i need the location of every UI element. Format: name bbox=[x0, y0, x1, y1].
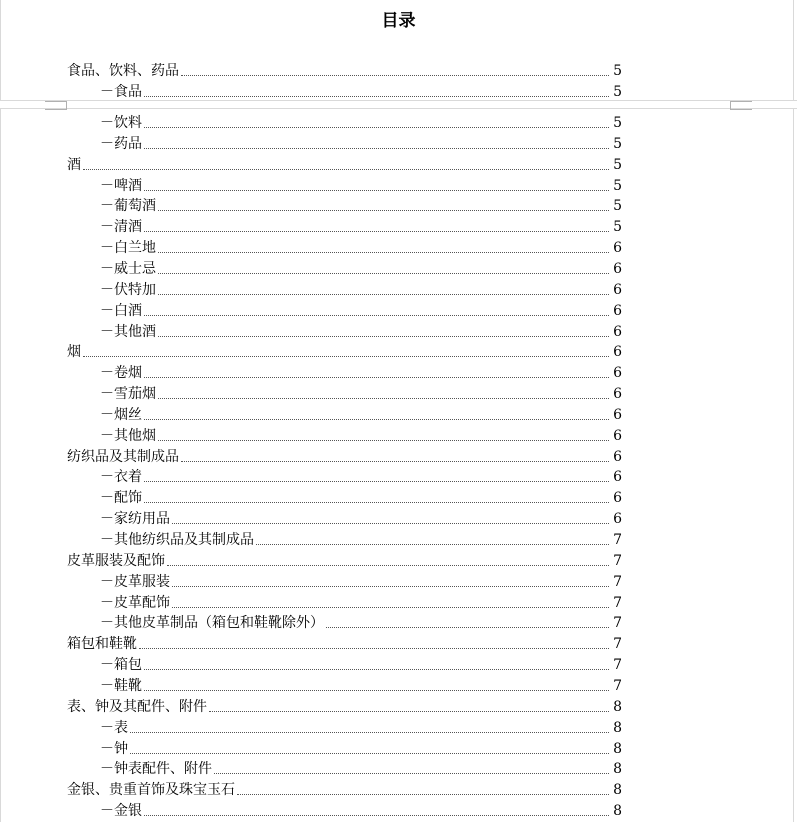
toc-entry-page-number: 5 bbox=[613, 157, 622, 173]
toc-entry-label: 皮革服装及配饰 bbox=[67, 553, 165, 569]
toc-entry-label: 金银、贵重首饰及珠宝玉石 bbox=[67, 782, 235, 798]
toc-entry-label: －卷烟 bbox=[100, 365, 142, 381]
toc-entry-label: －皮革服装 bbox=[100, 574, 170, 590]
toc-entry[interactable] bbox=[67, 383, 622, 403]
toc-entry-page-number: 6 bbox=[613, 282, 622, 298]
toc-entry[interactable] bbox=[67, 112, 622, 132]
toc-entry[interactable] bbox=[67, 675, 622, 695]
toc-entry-page-number: 8 bbox=[613, 699, 622, 715]
toc-entry-page-number: 7 bbox=[613, 532, 622, 548]
toc-entry-label: －饮料 bbox=[100, 115, 142, 131]
toc-entry-page-number: 6 bbox=[613, 261, 622, 277]
toc-dot-leader bbox=[144, 148, 609, 149]
toc-entry-page-number: 8 bbox=[613, 803, 622, 819]
toc-entry-page-number: 7 bbox=[613, 615, 622, 631]
toc-dot-leader bbox=[326, 627, 609, 628]
toc-entry[interactable] bbox=[67, 216, 622, 236]
toc-dot-leader bbox=[158, 210, 609, 211]
toc-entry-label: －皮革配饰 bbox=[100, 595, 170, 611]
toc-dot-leader bbox=[144, 481, 609, 482]
toc-dot-leader bbox=[139, 648, 609, 649]
toc-entry-label: －葡萄酒 bbox=[100, 198, 156, 214]
toc-entry-page-number: 5 bbox=[613, 198, 622, 214]
toc-entry-page-number: 6 bbox=[613, 303, 622, 319]
toc-dot-leader bbox=[209, 711, 609, 712]
toc-entry-page-number: 5 bbox=[613, 136, 622, 152]
toc-entry-label: －配饰 bbox=[100, 490, 142, 506]
toc-entry-label: －白兰地 bbox=[100, 240, 156, 256]
toc-entry-page-number: 5 bbox=[613, 178, 622, 194]
toc-entry-page-number: 6 bbox=[613, 344, 622, 360]
toc-entry[interactable] bbox=[67, 758, 622, 778]
toc-entry[interactable] bbox=[67, 550, 622, 570]
toc-dot-leader bbox=[144, 231, 609, 232]
toc-entry-label: －其他纺织品及其制成品 bbox=[100, 532, 254, 548]
toc-entry[interactable] bbox=[67, 633, 622, 653]
toc-entry-label: 食品、饮料、药品 bbox=[67, 63, 179, 79]
toc-entry[interactable] bbox=[67, 133, 622, 153]
toc-dot-leader bbox=[144, 315, 609, 316]
toc-dot-leader bbox=[158, 398, 609, 399]
toc-dot-leader bbox=[256, 544, 609, 545]
toc-entry[interactable] bbox=[67, 508, 622, 528]
toc-entry[interactable] bbox=[67, 237, 622, 257]
toc-dot-leader bbox=[130, 732, 609, 733]
toc-entry-label: －家纺用品 bbox=[100, 511, 170, 527]
toc-entry[interactable] bbox=[67, 592, 622, 612]
toc-entry-page-number: 6 bbox=[613, 490, 622, 506]
toc-entry[interactable] bbox=[67, 612, 622, 632]
toc-entry[interactable] bbox=[67, 446, 622, 466]
toc-dot-leader bbox=[83, 356, 609, 357]
toc-entry[interactable] bbox=[67, 738, 622, 758]
toc-entry-page-number: 6 bbox=[613, 386, 622, 402]
toc-entry[interactable] bbox=[67, 800, 622, 820]
toc-entry[interactable] bbox=[67, 717, 622, 737]
toc-dot-leader bbox=[144, 96, 609, 97]
toc-dot-leader bbox=[144, 190, 609, 191]
toc-entry[interactable] bbox=[67, 175, 622, 195]
toc-entry-page-number: 7 bbox=[613, 595, 622, 611]
toc-entry-label: －其他酒 bbox=[100, 324, 156, 340]
toc-entry-page-number: 8 bbox=[613, 761, 622, 777]
toc-dot-leader bbox=[167, 565, 609, 566]
toc-entry-label: －烟丝 bbox=[100, 407, 142, 423]
toc-entry-page-number: 7 bbox=[613, 574, 622, 590]
toc-entry-page-number: 5 bbox=[613, 115, 622, 131]
toc-entry-page-number: 5 bbox=[613, 63, 622, 79]
toc-entry[interactable] bbox=[67, 425, 622, 445]
page-edge-right bbox=[793, 0, 794, 822]
toc-dot-leader bbox=[181, 75, 609, 76]
toc-entry[interactable] bbox=[67, 654, 622, 674]
toc-entry-page-number: 6 bbox=[613, 449, 622, 465]
toc-entry-label: －金银 bbox=[100, 803, 142, 819]
toc-entry-page-number: 5 bbox=[613, 219, 622, 235]
toc-entry-page-number: 8 bbox=[613, 741, 622, 757]
toc-entry-label: －其他皮革制品（箱包和鞋靴除外） bbox=[100, 615, 324, 631]
toc-entry-page-number: 6 bbox=[613, 511, 622, 527]
toc-entry-page-number: 6 bbox=[613, 469, 622, 485]
toc-entry-label: －清酒 bbox=[100, 219, 142, 235]
toc-entry[interactable] bbox=[67, 60, 622, 80]
toc-entry[interactable] bbox=[67, 362, 622, 382]
toc-dot-leader bbox=[237, 794, 609, 795]
toc-entry-label: －鞋靴 bbox=[100, 678, 142, 694]
toc-entry[interactable] bbox=[67, 466, 622, 486]
toc-entry[interactable] bbox=[67, 279, 622, 299]
toc-entry-label: －药品 bbox=[100, 136, 142, 152]
toc-entry-page-number: 8 bbox=[613, 720, 622, 736]
toc-entry[interactable] bbox=[67, 487, 622, 507]
toc-entry[interactable] bbox=[67, 154, 622, 174]
toc-entry-page-number: 6 bbox=[613, 324, 622, 340]
toc-dot-leader bbox=[172, 607, 609, 608]
toc-dot-leader bbox=[144, 669, 609, 670]
page-break-gap bbox=[0, 100, 797, 109]
toc-entry-page-number: 8 bbox=[613, 782, 622, 798]
toc-entry-page-number: 7 bbox=[613, 553, 622, 569]
toc-entry[interactable] bbox=[67, 341, 622, 361]
toc-entry[interactable] bbox=[67, 404, 622, 424]
toc-entry[interactable] bbox=[67, 258, 622, 278]
toc-entry[interactable] bbox=[67, 571, 622, 591]
toc-entry-page-number: 5 bbox=[613, 84, 622, 100]
toc-entry-label: －啤酒 bbox=[100, 178, 142, 194]
toc-entry-page-number: 6 bbox=[613, 428, 622, 444]
toc-entry[interactable] bbox=[67, 779, 622, 799]
toc-entry-label: －钟表配件、附件 bbox=[100, 761, 212, 777]
toc-dot-leader bbox=[83, 169, 609, 170]
toc-entry-label: －伏特加 bbox=[100, 282, 156, 298]
page-edge-left bbox=[0, 0, 1, 822]
toc-entry-page-number: 7 bbox=[613, 678, 622, 694]
toc-dot-leader bbox=[144, 815, 609, 816]
toc-entry[interactable] bbox=[67, 195, 622, 215]
margin-corner-mark-left bbox=[45, 100, 67, 110]
toc-entry-label: －食品 bbox=[100, 84, 142, 100]
toc-entry-label: 酒 bbox=[67, 157, 81, 173]
toc-entry-label: －钟 bbox=[100, 741, 128, 757]
toc-entry-page-number: 7 bbox=[613, 636, 622, 652]
toc-entry-label: 烟 bbox=[67, 344, 81, 360]
toc-dot-leader bbox=[172, 523, 609, 524]
toc-dot-leader bbox=[158, 336, 609, 337]
toc-dot-leader bbox=[158, 273, 609, 274]
toc-entry[interactable] bbox=[67, 696, 622, 716]
toc-entry[interactable] bbox=[67, 321, 622, 341]
toc-entry-label: 箱包和鞋靴 bbox=[67, 636, 137, 652]
toc-dot-leader bbox=[144, 502, 609, 503]
toc-entry-label: －白酒 bbox=[100, 303, 142, 319]
toc-entry-page-number: 6 bbox=[613, 365, 622, 381]
toc-entry-label: －表 bbox=[100, 720, 128, 736]
toc-dot-leader bbox=[144, 377, 609, 378]
toc-title: 目录 bbox=[381, 11, 416, 31]
toc-entry[interactable] bbox=[67, 300, 622, 320]
toc-dot-leader bbox=[144, 690, 609, 691]
toc-entry[interactable] bbox=[67, 529, 622, 549]
toc-entry-label: 表、钟及其配件、附件 bbox=[67, 699, 207, 715]
toc-entry-page-number: 6 bbox=[613, 407, 622, 423]
margin-corner-mark-right bbox=[730, 100, 752, 110]
toc-dot-leader bbox=[144, 419, 609, 420]
toc-entry-label: －雪茄烟 bbox=[100, 386, 156, 402]
toc-dot-leader bbox=[130, 753, 609, 754]
toc-entry-label: －威士忌 bbox=[100, 261, 156, 277]
toc-dot-leader bbox=[181, 461, 609, 462]
toc-dot-leader bbox=[158, 252, 609, 253]
toc-dot-leader bbox=[144, 127, 609, 128]
toc-dot-leader bbox=[172, 586, 609, 587]
toc-dot-leader bbox=[158, 294, 609, 295]
toc-entry-label: －箱包 bbox=[100, 657, 142, 673]
toc-entry-page-number: 6 bbox=[613, 240, 622, 256]
toc-entry-page-number: 7 bbox=[613, 657, 622, 673]
toc-entry-label: －其他烟 bbox=[100, 428, 156, 444]
toc-entry-label: 纺织品及其制成品 bbox=[67, 449, 179, 465]
toc-dot-leader bbox=[214, 773, 609, 774]
toc-entry-label: －衣着 bbox=[100, 469, 142, 485]
toc-dot-leader bbox=[158, 440, 609, 441]
toc-entry[interactable] bbox=[67, 81, 622, 101]
